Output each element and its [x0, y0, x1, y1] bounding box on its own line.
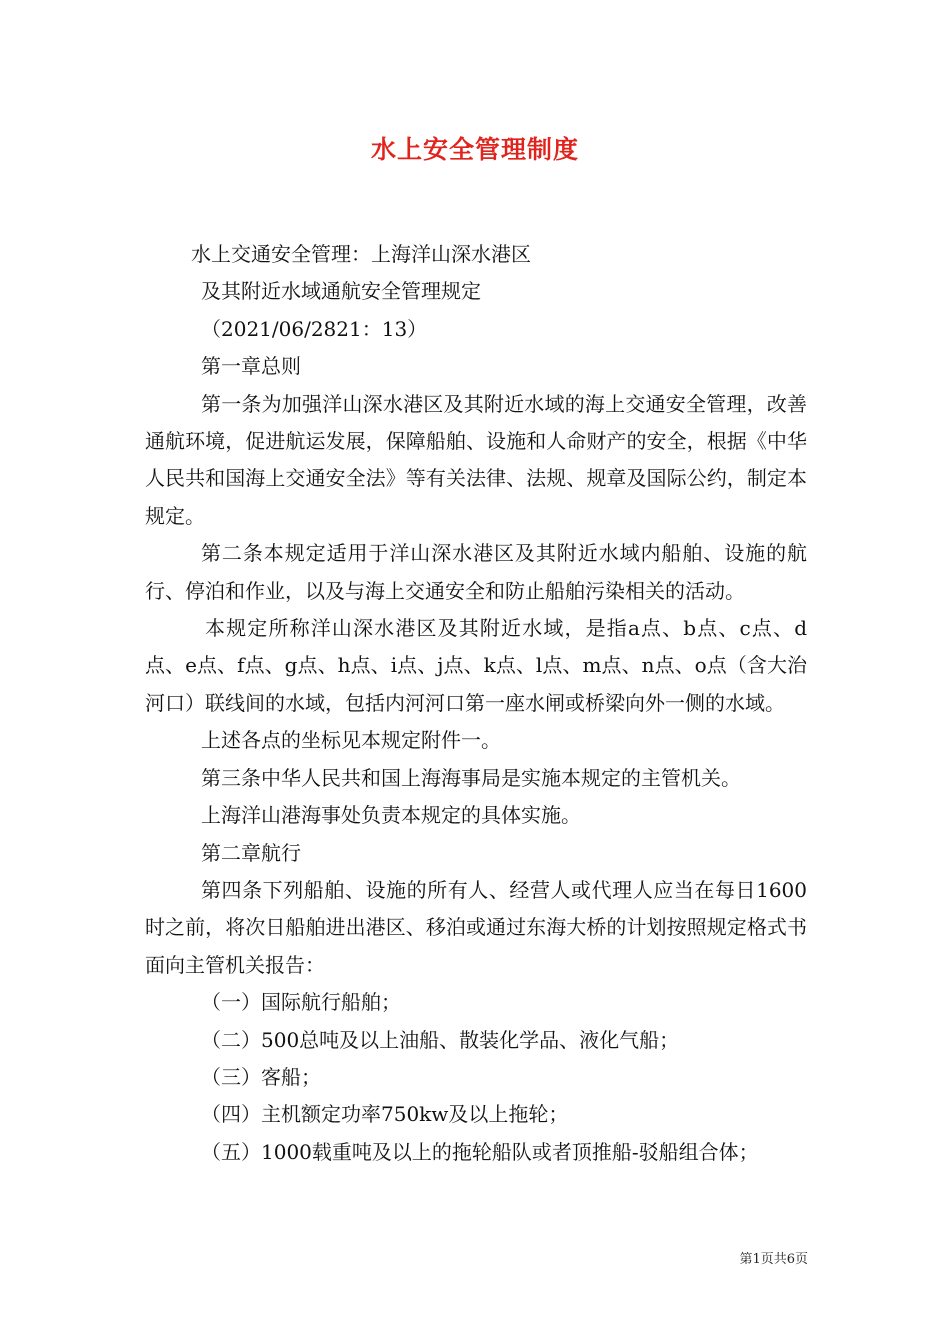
article-3: 第三条中华人民共和国上海海事局是实施本规定的主管机关。 [201, 765, 741, 790]
article-2-scope: 本规定所称洋山深水港区及其附近水域，是指a点、b点、c点、d点、e点、f点、g点、h点、i点、j点、k点、l点、m点、n点、o点（含大治河口）联线间的水域，包括内河河口第一座水闸或桥梁向外一侧的水域。 [145, 616, 807, 715]
article-2: 第二条本规定适用于洋山深水港区及其附近水域内船舶、设施的航行、停泊和作业，以及与海上交通安全和防止船舶污染相关的活动。 [145, 541, 807, 603]
paragraph-heading-line1: 水上交通安全管理：上海洋山深水港区 [191, 242, 531, 266]
list-item-5: （五）1000载重吨及以上的拖轮船队或者顶推船-驳船组合体； [201, 1139, 759, 1164]
list-item-3: （三）客船； [201, 1064, 321, 1089]
page-number: 第1页共6页 [739, 1252, 808, 1267]
list-item-4: （四）主机额定功率750kw及以上拖轮； [201, 1102, 569, 1127]
paragraph-heading-line2: 及其附近水域通航安全管理规定 [201, 279, 481, 304]
chapter-1-heading: 第一章总则 [201, 354, 301, 379]
article-4: 第四条下列船舶、设施的所有人、经营人或代理人应当在每日1600时之前，将次日船舶进出港区、移泊或通过东海大桥的计划按照规定格式书面向主管机关报告： [145, 877, 807, 977]
chapter-2-heading: 第二章航行 [201, 840, 301, 865]
list-item-2: （二）500总吨及以上油船、散装化学品、液化气船； [201, 1027, 680, 1052]
document-title: 水上安全管理制度 [370, 135, 579, 164]
article-1: 第一条为加强洋山深水港区及其附近水域的海上交通安全管理，改善通航环境，促进航运发展，保障船舶、设施和人命财产的安全，根据《中华人民共和国海上交通安全法》等有关法律、法规、规章及国际公约，制定本规定。 [145, 391, 807, 528]
document-body [145, 236, 807, 1171]
list-item-1: （一）国际航行船舶； [201, 990, 401, 1015]
paragraph-date: （2021/06/2821：13） [201, 316, 428, 341]
article-2-coordinates-note: 上述各点的坐标见本规定附件一。 [201, 728, 501, 753]
article-3-implementation: 上海洋山港海事处负责本规定的具体实施。 [201, 803, 581, 828]
